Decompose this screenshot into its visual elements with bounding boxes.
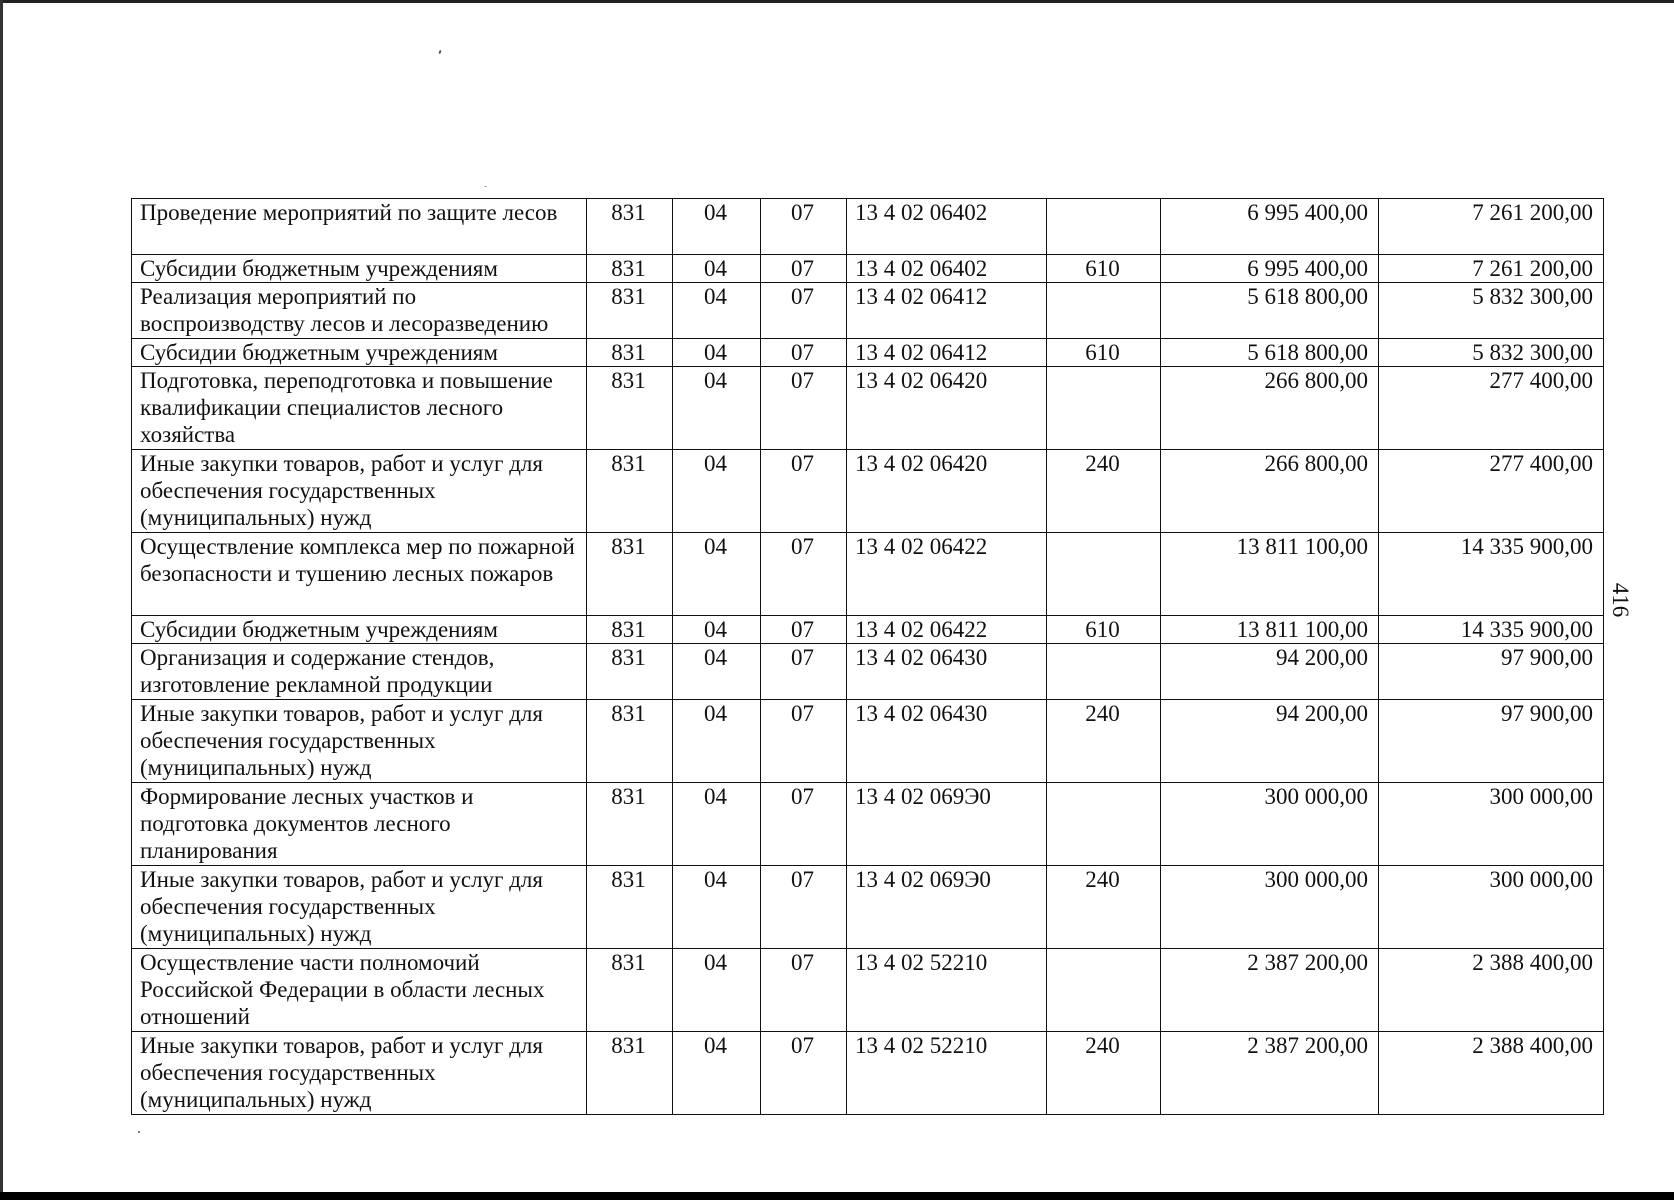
row-sum-1: 5 618 800,00 xyxy=(1161,283,1379,339)
row-rz: 04 xyxy=(673,866,761,949)
row-sum-2: 2 388 400,00 xyxy=(1379,949,1604,1032)
row-sum-1: 266 800,00 xyxy=(1161,450,1379,533)
row-vr: 240 xyxy=(1047,1032,1161,1115)
row-vr xyxy=(1047,949,1161,1032)
row-name: Осуществление части полномочий Российской Федерации в области лесных отношений xyxy=(132,949,587,1032)
row-pr: 07 xyxy=(761,367,847,450)
row-sum-1: 2 387 200,00 xyxy=(1161,1032,1379,1115)
row-sum-2: 300 000,00 xyxy=(1379,866,1604,949)
row-sum-2: 277 400,00 xyxy=(1379,450,1604,533)
row-pr: 07 xyxy=(761,700,847,783)
table-row xyxy=(132,644,1604,700)
row-csr: 13 4 02 06420 xyxy=(847,450,1047,533)
row-grbs: 831 xyxy=(587,700,673,783)
row-sum-2: 5 832 300,00 xyxy=(1379,283,1604,339)
row-csr: 13 4 02 52210 xyxy=(847,949,1047,1032)
scan-border-top xyxy=(0,0,1674,3)
row-grbs: 831 xyxy=(587,783,673,866)
row-sum-2: 97 900,00 xyxy=(1379,644,1604,700)
scan-speck xyxy=(438,50,441,54)
row-vr xyxy=(1047,783,1161,866)
row-vr: 610 xyxy=(1047,339,1161,367)
row-vr xyxy=(1047,199,1161,255)
row-sum-2: 5 832 300,00 xyxy=(1379,339,1604,367)
row-sum-1: 6 995 400,00 xyxy=(1161,199,1379,255)
table-row xyxy=(132,255,1604,283)
row-grbs: 831 xyxy=(587,616,673,644)
row-grbs: 831 xyxy=(587,450,673,533)
row-sum-2: 2 388 400,00 xyxy=(1379,1032,1604,1115)
row-pr: 07 xyxy=(761,783,847,866)
table-row xyxy=(132,1032,1604,1115)
row-pr: 07 xyxy=(761,1032,847,1115)
scan-border-left xyxy=(0,0,3,1200)
row-name: Проведение мероприятий по защите лесов xyxy=(132,199,587,255)
row-csr: 13 4 02 06430 xyxy=(847,644,1047,700)
row-sum-2: 14 335 900,00 xyxy=(1379,616,1604,644)
row-csr: 13 4 02 06422 xyxy=(847,533,1047,616)
row-sum-2: 7 261 200,00 xyxy=(1379,255,1604,283)
row-pr: 07 xyxy=(761,199,847,255)
row-vr: 240 xyxy=(1047,450,1161,533)
row-grbs: 831 xyxy=(587,1032,673,1115)
row-name: Формирование лесных участков и подготовка документов лесного планирования xyxy=(132,783,587,866)
row-csr: 13 4 02 06402 xyxy=(847,255,1047,283)
row-vr xyxy=(1047,283,1161,339)
page-number: 416 xyxy=(1608,582,1633,618)
row-name: Организация и содержание стендов, изготовление рекламной продукции xyxy=(132,644,587,700)
row-csr: 13 4 02 06402 xyxy=(847,199,1047,255)
table-row xyxy=(132,533,1604,616)
row-name: Субсидии бюджетным учреждениям xyxy=(132,255,587,283)
row-sum-1: 300 000,00 xyxy=(1161,783,1379,866)
row-csr: 13 4 02 06430 xyxy=(847,700,1047,783)
row-pr: 07 xyxy=(761,255,847,283)
row-rz: 04 xyxy=(673,450,761,533)
row-name: Иные закупки товаров, работ и услуг для обеспечения государственных (муниципальных) нужд xyxy=(132,1032,587,1115)
row-rz: 04 xyxy=(673,283,761,339)
table-row xyxy=(132,866,1604,949)
row-sum-1: 5 618 800,00 xyxy=(1161,339,1379,367)
row-rz: 04 xyxy=(673,1032,761,1115)
row-rz: 04 xyxy=(673,367,761,450)
row-vr: 240 xyxy=(1047,700,1161,783)
row-sum-2: 97 900,00 xyxy=(1379,700,1604,783)
row-grbs: 831 xyxy=(587,367,673,450)
row-vr: 240 xyxy=(1047,866,1161,949)
row-name: Субсидии бюджетным учреждениям xyxy=(132,616,587,644)
row-sum-2: 14 335 900,00 xyxy=(1379,533,1604,616)
row-pr: 07 xyxy=(761,949,847,1032)
row-rz: 04 xyxy=(673,339,761,367)
row-pr: 07 xyxy=(761,283,847,339)
table-row xyxy=(132,949,1604,1032)
row-name: Иные закупки товаров, работ и услуг для обеспечения государственных (муниципальных) нужд xyxy=(132,700,587,783)
row-rz: 04 xyxy=(673,949,761,1032)
row-sum-1: 300 000,00 xyxy=(1161,866,1379,949)
row-grbs: 831 xyxy=(587,644,673,700)
row-rz: 04 xyxy=(673,533,761,616)
row-rz: 04 xyxy=(673,255,761,283)
row-grbs: 831 xyxy=(587,199,673,255)
row-grbs: 831 xyxy=(587,949,673,1032)
row-name: Осуществление комплекса мер по пожарной безопасности и тушению лесных пожаров xyxy=(132,533,587,616)
row-sum-2: 7 261 200,00 xyxy=(1379,199,1604,255)
row-name: Реализация мероприятий по воспроизводству лесов и лесоразведению xyxy=(132,283,587,339)
row-vr xyxy=(1047,533,1161,616)
row-pr: 07 xyxy=(761,450,847,533)
row-csr: 13 4 02 06412 xyxy=(847,339,1047,367)
row-rz: 04 xyxy=(673,700,761,783)
row-pr: 07 xyxy=(761,866,847,949)
row-grbs: 831 xyxy=(587,339,673,367)
table-row xyxy=(132,616,1604,644)
row-pr: 07 xyxy=(761,644,847,700)
row-sum-1: 266 800,00 xyxy=(1161,367,1379,450)
row-grbs: 831 xyxy=(587,866,673,949)
row-csr: 13 4 02 06422 xyxy=(847,616,1047,644)
row-sum-1: 13 811 100,00 xyxy=(1161,616,1379,644)
row-vr xyxy=(1047,367,1161,450)
table-row xyxy=(132,367,1604,450)
row-rz: 04 xyxy=(673,616,761,644)
row-name: Иные закупки товаров, работ и услуг для обеспечения государственных (муниципальных) нужд xyxy=(132,866,587,949)
row-grbs: 831 xyxy=(587,283,673,339)
row-name: Субсидии бюджетным учреждениям xyxy=(132,339,587,367)
row-csr: 13 4 02 06420 xyxy=(847,367,1047,450)
table-row xyxy=(132,783,1604,866)
scan-speck xyxy=(484,186,487,187)
row-name: Подготовка, переподготовка и повышение квалификации специалистов лесного хозяйства xyxy=(132,367,587,450)
table-row xyxy=(132,339,1604,367)
row-vr: 610 xyxy=(1047,616,1161,644)
row-pr: 07 xyxy=(761,339,847,367)
row-rz: 04 xyxy=(673,783,761,866)
row-sum-1: 13 811 100,00 xyxy=(1161,533,1379,616)
row-vr: 610 xyxy=(1047,255,1161,283)
scan-border-bottom xyxy=(0,1192,1674,1200)
row-sum-1: 94 200,00 xyxy=(1161,700,1379,783)
row-grbs: 831 xyxy=(587,533,673,616)
table-row xyxy=(132,450,1604,533)
row-csr: 13 4 02 069Э0 xyxy=(847,866,1047,949)
row-sum-1: 94 200,00 xyxy=(1161,644,1379,700)
row-sum-2: 277 400,00 xyxy=(1379,367,1604,450)
scan-speck xyxy=(138,1131,140,1133)
row-sum-1: 6 995 400,00 xyxy=(1161,255,1379,283)
row-rz: 04 xyxy=(673,199,761,255)
row-sum-1: 2 387 200,00 xyxy=(1161,949,1379,1032)
table-row xyxy=(132,283,1604,339)
budget-table xyxy=(131,198,1604,1115)
row-pr: 07 xyxy=(761,533,847,616)
table-row xyxy=(132,700,1604,783)
row-csr: 13 4 02 06412 xyxy=(847,283,1047,339)
row-csr: 13 4 02 069Э0 xyxy=(847,783,1047,866)
row-csr: 13 4 02 52210 xyxy=(847,1032,1047,1115)
row-sum-2: 300 000,00 xyxy=(1379,783,1604,866)
row-grbs: 831 xyxy=(587,255,673,283)
row-rz: 04 xyxy=(673,644,761,700)
row-pr: 07 xyxy=(761,616,847,644)
row-vr xyxy=(1047,644,1161,700)
row-name: Иные закупки товаров, работ и услуг для обеспечения государственных (муниципальных) нужд xyxy=(132,450,587,533)
table-row xyxy=(132,199,1604,255)
